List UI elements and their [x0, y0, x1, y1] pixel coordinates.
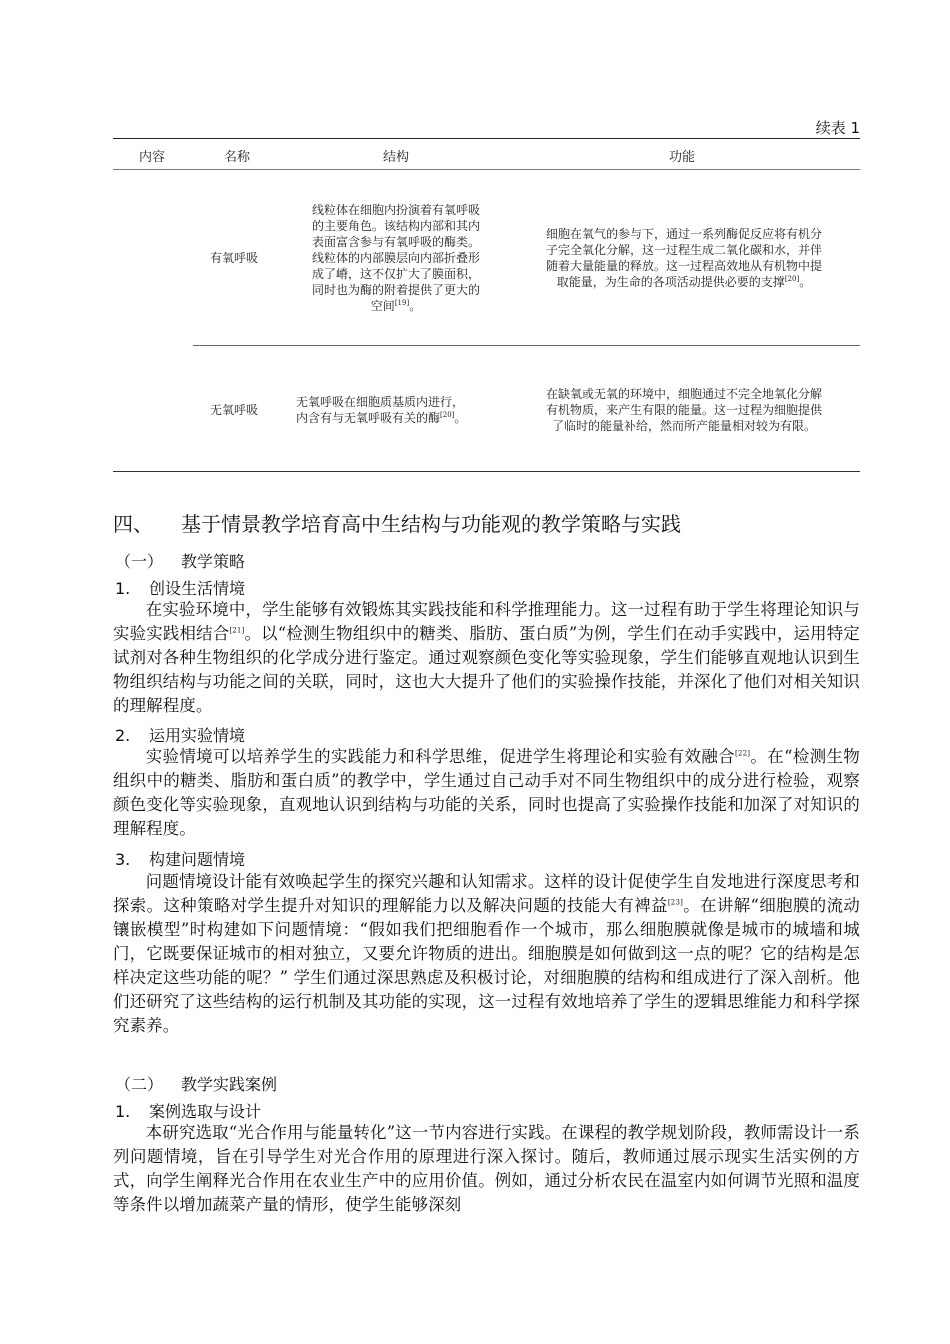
text-segment: 。 — [799, 275, 812, 289]
table-header-name: 名称 — [224, 150, 251, 165]
item-heading — [115, 723, 245, 746]
text-segment: 。在“检测生物组织中的糖类、脂肪和蛋白质”的教学中，学生通过自己动手对不同生物组织中的成分进行检验，观察颜色变化等实验现象，直观地认识到结构与功能的关系，同时也提高了实验操作技能和加深了对知识的理解程度。 — [113, 747, 861, 838]
citation-ref: [23] — [667, 898, 684, 907]
item-heading — [115, 847, 245, 870]
text-line: 表面富含参与有氧呼吸的酶类。 — [311, 235, 480, 249]
text-segment: 。以“检测生物组织中的糖类、脂肪、蛋白质”为例，学生们在动手实践中，运用特定试剂对各种生物组织的化学成分进行鉴定。通过观察颜色变化等实验现象，学生们能够直观地认识到生物组织结构与功能之间的关联，同时，这也大大提升了他们的实验操作技能，并深化了他们对相关知识的理解程度。 — [113, 624, 861, 715]
table-row-structure — [291, 202, 501, 314]
body-paragraph — [113, 598, 860, 718]
text-segment: 。 — [409, 299, 422, 313]
table-row-structure — [296, 394, 506, 426]
body-paragraph: 本研究选取“光合作用与能量转化”这一节内容进行实践。在课程的教学规划阶段，教师需设计一系列问题情境，旨在引导学生对光合作用的原理进行深入探讨。随后，教师通过展示现实生活实例的方式，向学生阐释光合作用在农业生产中的应用价值。例如，通过分析农民在温室内如何调节光照和温度等条件以增加蔬菜产量的情形，使学生能够深刻 — [113, 1123, 860, 1214]
table-header-function: 功能 — [669, 150, 696, 165]
table-header-structure: 结构 — [383, 150, 410, 165]
text-line: 同时也为酶的附着提供了更大的 — [311, 283, 480, 297]
item-number: 1. — [115, 579, 131, 598]
citation-ref: [21] — [229, 626, 245, 635]
citation-ref: [22] — [735, 749, 751, 758]
section-heading — [113, 508, 681, 537]
text-line: 无氧呼吸在细胞质基质内进行， — [296, 395, 465, 409]
subsection-number: （二） — [115, 1075, 164, 1094]
text-line: 的主要角色。该结构内部和其内 — [311, 219, 480, 233]
item-title: 构建问题情境 — [149, 850, 246, 869]
item-number: 1. — [115, 1102, 131, 1121]
citation-ref: [19] — [394, 299, 410, 307]
text-segment: 在实验环境中，学生能够有效锻炼其实践技能和科学推理能力。这一过程有助于学生将理论知识与实验实践相结合 — [113, 600, 860, 643]
text-segment: 。 — [454, 411, 467, 425]
subsection-heading — [115, 1072, 277, 1095]
text-line — [296, 410, 506, 426]
text-line: 有机物质，来产生有限的能量。这一过程为细胞提供 — [545, 403, 822, 417]
text-segment: 。在讲解“细胞膜的流动镶嵌模型”时构建如下问题情境：“假如我们把细胞看作一个城市，那么细胞膜就像是城市的城墙和城门，它既要保证城市的相对独立，又要允许物质的进出。细胞膜是如何做到这一点的呢？它的结构是怎样决定这些功能的呢？” 学生们通过深思熟虑及积极讨论，对细胞膜的结构和组成进行了深入剖析。他们还研究了这些结构的运行机制及其功能的实现，这一过程有效地培养了学生的逻辑思维能力和科学探究素养。 — [113, 896, 860, 1035]
table-header-content: 内容 — [139, 150, 166, 165]
text-line — [511, 274, 857, 290]
item-title: 案例选取与设计 — [149, 1102, 262, 1121]
text-line: 线粒体在细胞内扮演着有氧呼吸 — [311, 203, 480, 217]
table-row-name: 无氧呼吸 — [210, 403, 259, 417]
text-line: 了临时的能量补给，然而所产能量相对较为有限。 — [551, 419, 816, 433]
item-heading — [115, 1099, 261, 1122]
table-row-divider — [193, 345, 860, 346]
table-bottom-rule — [113, 471, 860, 472]
text-segment: 实验情境可以培养学生的实践能力和科学思维，促进学生将理论和实验有效融合 — [145, 747, 735, 766]
text-line: 子完全氧化分解，这一过程生成二氧化碳和水，并伴 — [545, 243, 822, 257]
text-segment: 问题情境设计能有效唤起学生的探究兴趣和认知需求。这样的设计促使学生自发地进行深度思考和探索。这种策略对学生提升对知识的理解能力以及解决问题的技能大有裨益 — [113, 872, 860, 915]
citation-ref: [20] — [440, 411, 455, 419]
subsection-heading — [115, 549, 245, 572]
text-segment: 内含有与无氧呼吸有关的酶 — [296, 411, 441, 425]
item-title: 创设生活情境 — [149, 579, 246, 598]
text-line: 随着大量能量的释放。这一过程高效地从有机物中提 — [545, 259, 822, 273]
item-title: 运用实验情境 — [149, 726, 246, 745]
text-segment: 空间 — [370, 299, 395, 313]
text-line: 细胞在氧气的参与下，通过一系列酶促反应将有机分 — [545, 227, 822, 241]
body-paragraph — [113, 870, 860, 1038]
subsection-number: （一） — [115, 552, 164, 571]
item-heading — [115, 576, 245, 599]
table-caption: 续表 1 — [815, 119, 860, 137]
body-paragraph — [113, 745, 860, 841]
item-number: 2. — [115, 726, 131, 745]
text-line — [291, 298, 501, 314]
table-header-rule — [113, 169, 860, 170]
table-top-rule — [113, 138, 860, 139]
table-row-function — [511, 226, 857, 290]
subsection-title: 教学策略 — [181, 552, 246, 571]
citation-ref: [20] — [784, 275, 800, 283]
text-line: 线粒体的内部膜层向内部折叠形 — [311, 251, 480, 265]
item-number: 3. — [115, 850, 131, 869]
table-row-function — [511, 386, 857, 434]
text-line: 成了嵴，这不仅扩大了膜面积， — [311, 267, 480, 281]
section-number: 四、 — [113, 512, 153, 536]
text-line: 在缺氧或无氧的环境中，细胞通过不完全地氧化分解 — [545, 387, 822, 401]
section-title: 基于情景教学培育高中生结构与功能观的教学策略与实践 — [181, 512, 681, 536]
text-segment: 取能量，为生命的各项活动提供必要的支撑 — [556, 275, 785, 289]
table-row-name: 有氧呼吸 — [210, 251, 259, 265]
subsection-title: 教学实践案例 — [181, 1075, 278, 1094]
